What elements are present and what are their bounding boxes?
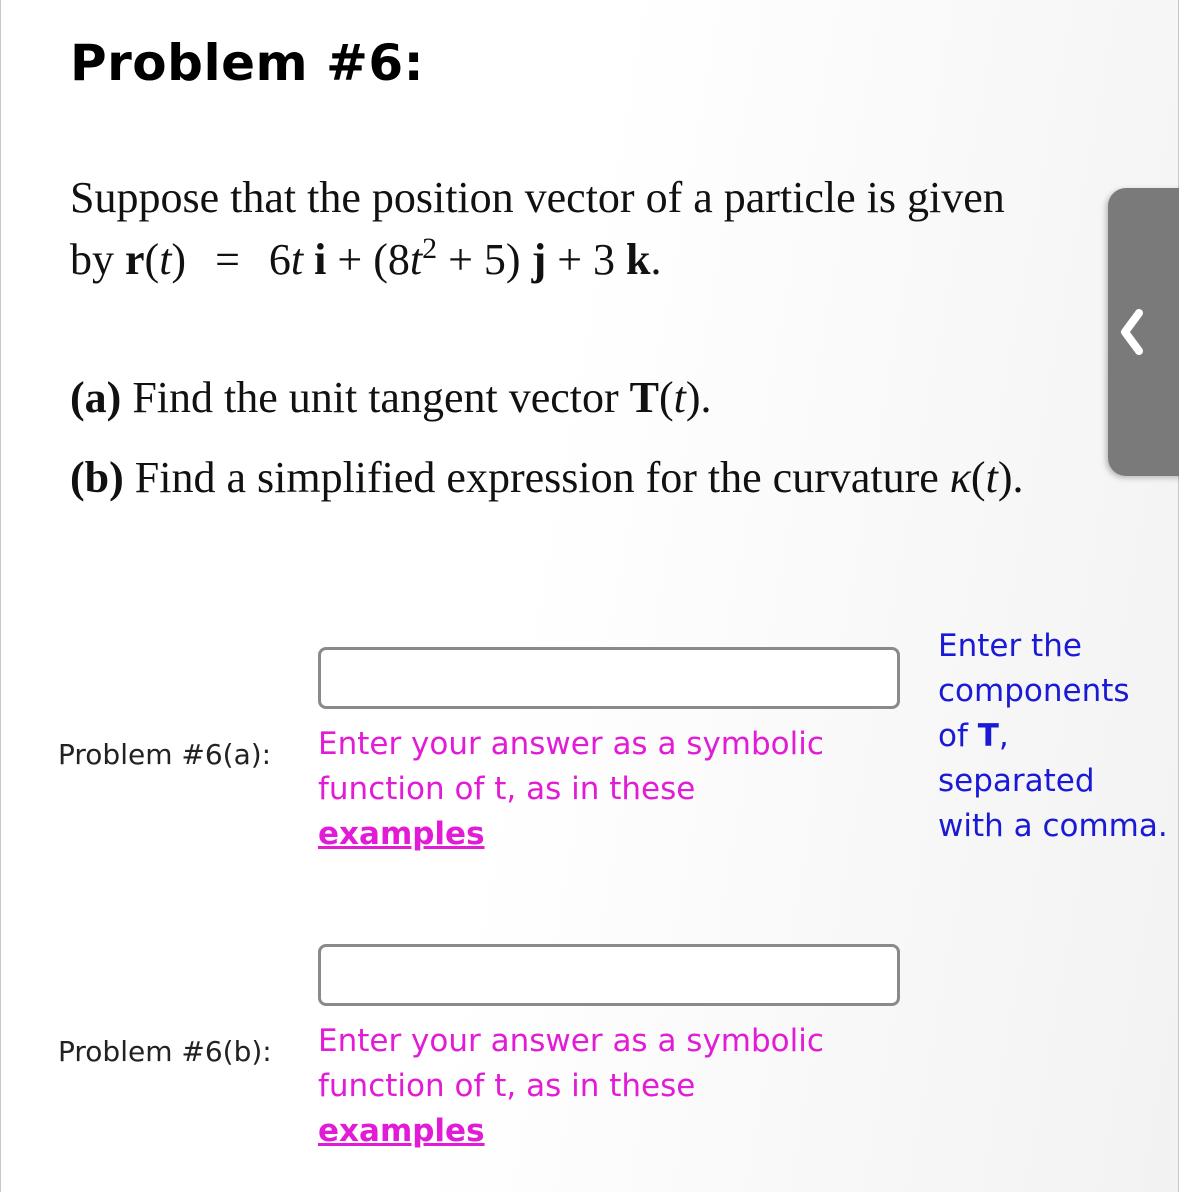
part-a-text: (a) Find the unit tangent vector T(t).: [70, 373, 712, 422]
examples-link-a[interactable]: examples: [318, 816, 485, 852]
hint-b: [318, 1019, 888, 1154]
question-label-b: Problem #6(b):: [58, 1035, 272, 1068]
hint-text-b: Enter your answer as a symbolic function of t, as in these: [318, 1023, 824, 1104]
question-label-a: Problem #6(a):: [58, 738, 272, 771]
problem-statement-line2: by r(t) = 6t $i + (8t^2 + 5) j + 3$ k.: [70, 232, 662, 284]
problem-statement-line1: Suppose that the position vector of a particle is given: [70, 173, 1005, 222]
components-note: Enter the components of T, separated with a comma.: [938, 628, 1168, 844]
chevron-left-icon: [1117, 307, 1147, 357]
hint-text-a: Enter your answer as a symbolic function of t, as in these: [318, 726, 824, 807]
examples-link-b[interactable]: examples: [318, 1113, 485, 1149]
part-b-text: (b) Find a simplified expression for the curvature κ(t).: [70, 453, 1024, 502]
answer-input-b[interactable]: [318, 944, 900, 1006]
hint-a: [318, 722, 888, 857]
side-panel-toggle[interactable]: [1108, 188, 1179, 476]
problem-title: Problem #6:: [70, 34, 425, 92]
answer-input-a[interactable]: [318, 647, 900, 709]
